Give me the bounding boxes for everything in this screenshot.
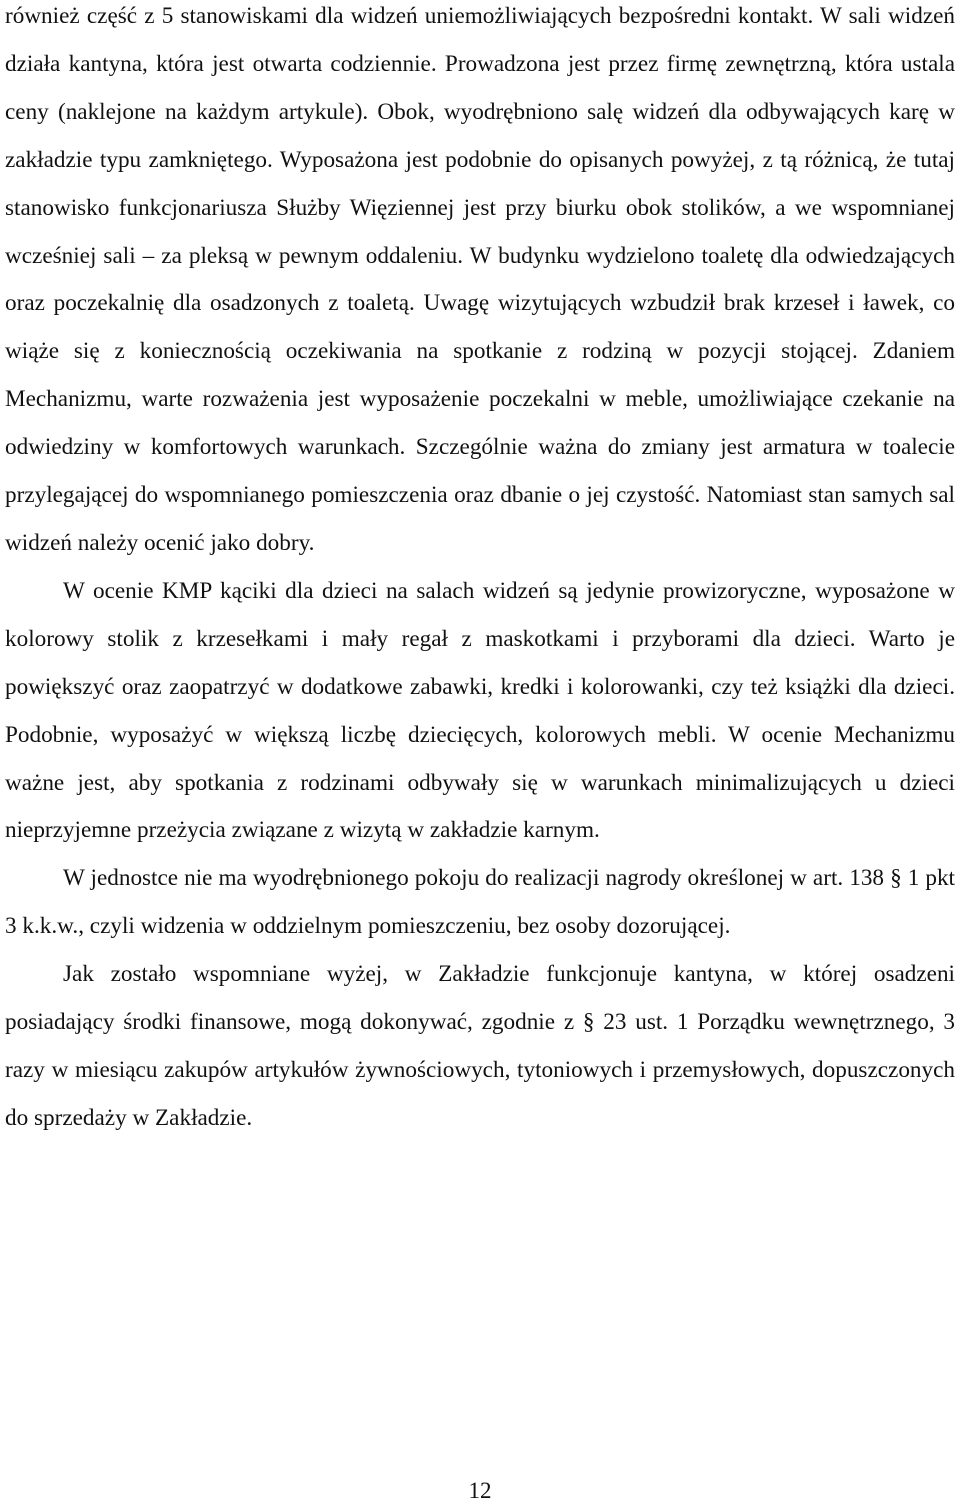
paragraph-visiting-room-description: również część z 5 stanowiskami dla widzeń uniemożliwiających bezpośredni kontakt. W sali widzeń działa kantyna, która jest otwarta codziennie. Prowadzona jest przez firmę zewnętrzną, która ustala ceny (naklejone na każdym artykule). Obok, wyodrębniono salę widzeń dla odbywających karę w zakładzie typu zamkniętego. Wyposażona jest podobnie do opisanych powyżej, z tą różnicą, że tutaj stanowisko funkcjonariusza Służby Więziennej jest przy biurku obok stolików, a we wspomnianej wcześniej sali – za pleksą w pewnym oddaleniu. W budynku wydzielono toaletę dla odwiedzających oraz poczekalnię dla osadzonych z toaletą. Uwagę wizytujących wzbudził brak krzeseł i ławek, co wiąże się z koniecznością oczekiwania na spotkanie z rodziną w pozycji stojącej. Zdaniem Mechanizmu, warte rozważenia jest wyposażenie poczekalni w meble, umożliwiające czekanie na odwiedziny w komfortowych warunkach. Szczególnie ważna do zmiany jest armatura w toalecie przylegającej do wspomnianego pomieszczenia oraz dbanie o jej czystość. Natomiast stan samych sal widzeń należy ocenić jako dobry. (5, 3, 955, 556)
page-number: 12 (468, 1478, 492, 1503)
paragraph-canteen: Jak zostało wspomniane wyżej, w Zakładzie funkcjonuje kantyna, w której osadzeni posiadający środki finansowe, mogą dokonywać, zgodnie z § 23 ust. 1 Porządku wewnętrznego, 3 razy w miesiącu zakupów artykułów żywnościowych, tytoniowych i przemysłowych, dopuszczonych do sprzedaży w Zakładzie. (5, 961, 955, 1131)
body-text (5, 0, 955, 1143)
paragraph-private-visit-room: W jednostce nie ma wyodrębnionego pokoju do realizacji nagrody określonej w art. 138 § 1 pkt 3 k.k.w., czyli widzenia w oddzielnym pomieszczeniu, bez osoby dozorującej. (5, 865, 955, 940)
paragraph-children-corners: W ocenie KMP kąciki dla dzieci na salach widzeń są jedynie prowizoryczne, wyposażone w kolorowy stolik z krzesełkami i mały regał z maskotkami i przyborami dla dzieci. Warto je powiększyć oraz zaopatrzyć w dodatkowe zabawki, kredki i kolorowanki, czy też książki dla dzieci. Podobnie, wyposażyć w większą liczbę dziecięcych, kolorowych mebli. W ocenie Mechanizmu ważne jest, aby spotkania z rodzinami odbywały się w warunkach minimalizujących u dzieci nieprzyjemne przeżycia związane z wizytą w zakładzie karnym. (5, 577, 955, 844)
